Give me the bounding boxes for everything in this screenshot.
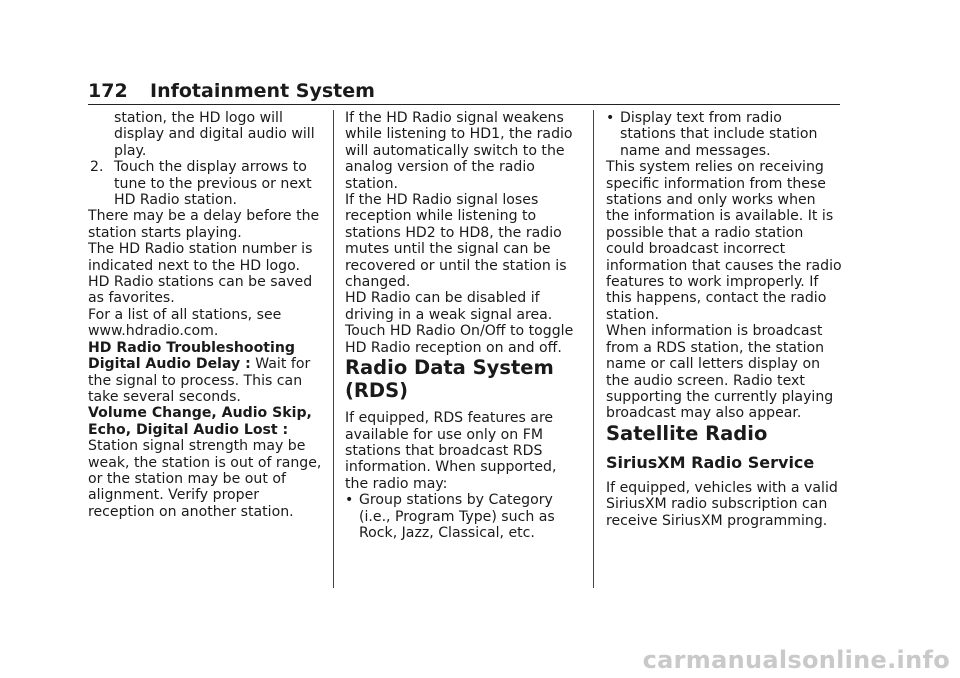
column-middle	[345, 110, 583, 541]
bullet-item	[345, 492, 583, 541]
volume-change-text: Station signal strength may be weak, the station is out of range, or the station may be out of alignment. Verify proper reception on another station.	[88, 438, 322, 520]
step1-continuation: station, the HD logo will display and digital audio will play.	[114, 110, 315, 159]
rds-heading: Radio Data System (RDS)	[345, 356, 554, 403]
column-left	[88, 110, 324, 520]
step-2	[88, 159, 324, 208]
paragraph-signal-loses: If the HD Radio signal loses reception while listening to stations HD2 to HD8, the radio mutes until the signal can be recovered or until the station is changed.	[345, 192, 567, 291]
step-number: 2.	[90, 159, 104, 176]
audio-delay-text: Wait for the signal to process. This can take several seconds.	[88, 356, 311, 405]
paragraph-audio-delay	[88, 356, 324, 405]
column-right	[606, 110, 842, 529]
paragraph-disable-hd: HD Radio can be disabled if driving in a weak signal area. Touch HD Radio On/Off to toggle HD Radio reception on and off.	[345, 290, 574, 356]
bullet-item	[606, 110, 842, 159]
watermark: carmanualsonline.info	[642, 646, 950, 674]
paragraph-system-relies: This system relies on receiving specific information from these stations and only works when the information is available. It is possible that a radio station could broadcast incorrect information that causes the radio features to work improperly. If this happens, contact the radio station.	[606, 159, 842, 323]
paragraph-station-list: For a list of all stations, see www.hdradio.com.	[88, 306, 282, 340]
paragraph-siriusxm: If equipped, vehicles with a valid SiriusXM radio subscription can receive SiriusXM programming.	[606, 479, 838, 529]
troubleshooting-heading: HD Radio Troubleshooting	[88, 339, 295, 356]
paragraph-rds: If equipped, RDS features are available for use only on FM stations that broadcast RDS information. When supported, the radio may:	[345, 410, 557, 492]
audio-delay-label: Digital Audio Delay :	[88, 356, 251, 373]
paragraph-signal-weakens: If the HD Radio signal weakens while listening to HD1, the radio will automatically switch to the analog version of the radio station.	[345, 110, 573, 192]
paragraph-rds-broadcast: When information is broadcast from a RDS station, the station name or call letters display on the audio screen. Radio text supporting the currently playing broadcast may also appear.	[606, 323, 834, 422]
bullet-text: Group stations by Category (i.e., Program Type) such as Rock, Jazz, Classical, etc.	[359, 492, 555, 541]
column-divider	[333, 110, 334, 588]
paragraph-volume-change	[88, 405, 324, 520]
section-title: Infotainment System	[150, 80, 375, 102]
step-text: Touch the display arrows to tune to the previous or next HD Radio station.	[114, 159, 312, 209]
page-number: 172	[88, 80, 128, 102]
paragraph-delay: There may be a delay before the station starts playing.	[88, 208, 320, 241]
bullet-icon: •	[606, 110, 615, 126]
column-divider	[593, 110, 594, 588]
bullet-text: Display text from radio stations that include station name and messages.	[620, 110, 818, 159]
page-header	[88, 78, 840, 105]
bullet-icon: •	[345, 492, 354, 509]
paragraph-station-number: The HD Radio station number is indicated next to the HD logo.	[88, 241, 313, 274]
siriusxm-heading: SiriusXM Radio Service	[606, 452, 815, 472]
volume-change-label: Volume Change, Audio Skip, Echo, Digital Audio Lost :	[88, 405, 312, 438]
satellite-radio-heading: Satellite Radio	[606, 421, 768, 445]
paragraph-favorites: HD Radio stations can be saved as favorites.	[88, 274, 313, 307]
